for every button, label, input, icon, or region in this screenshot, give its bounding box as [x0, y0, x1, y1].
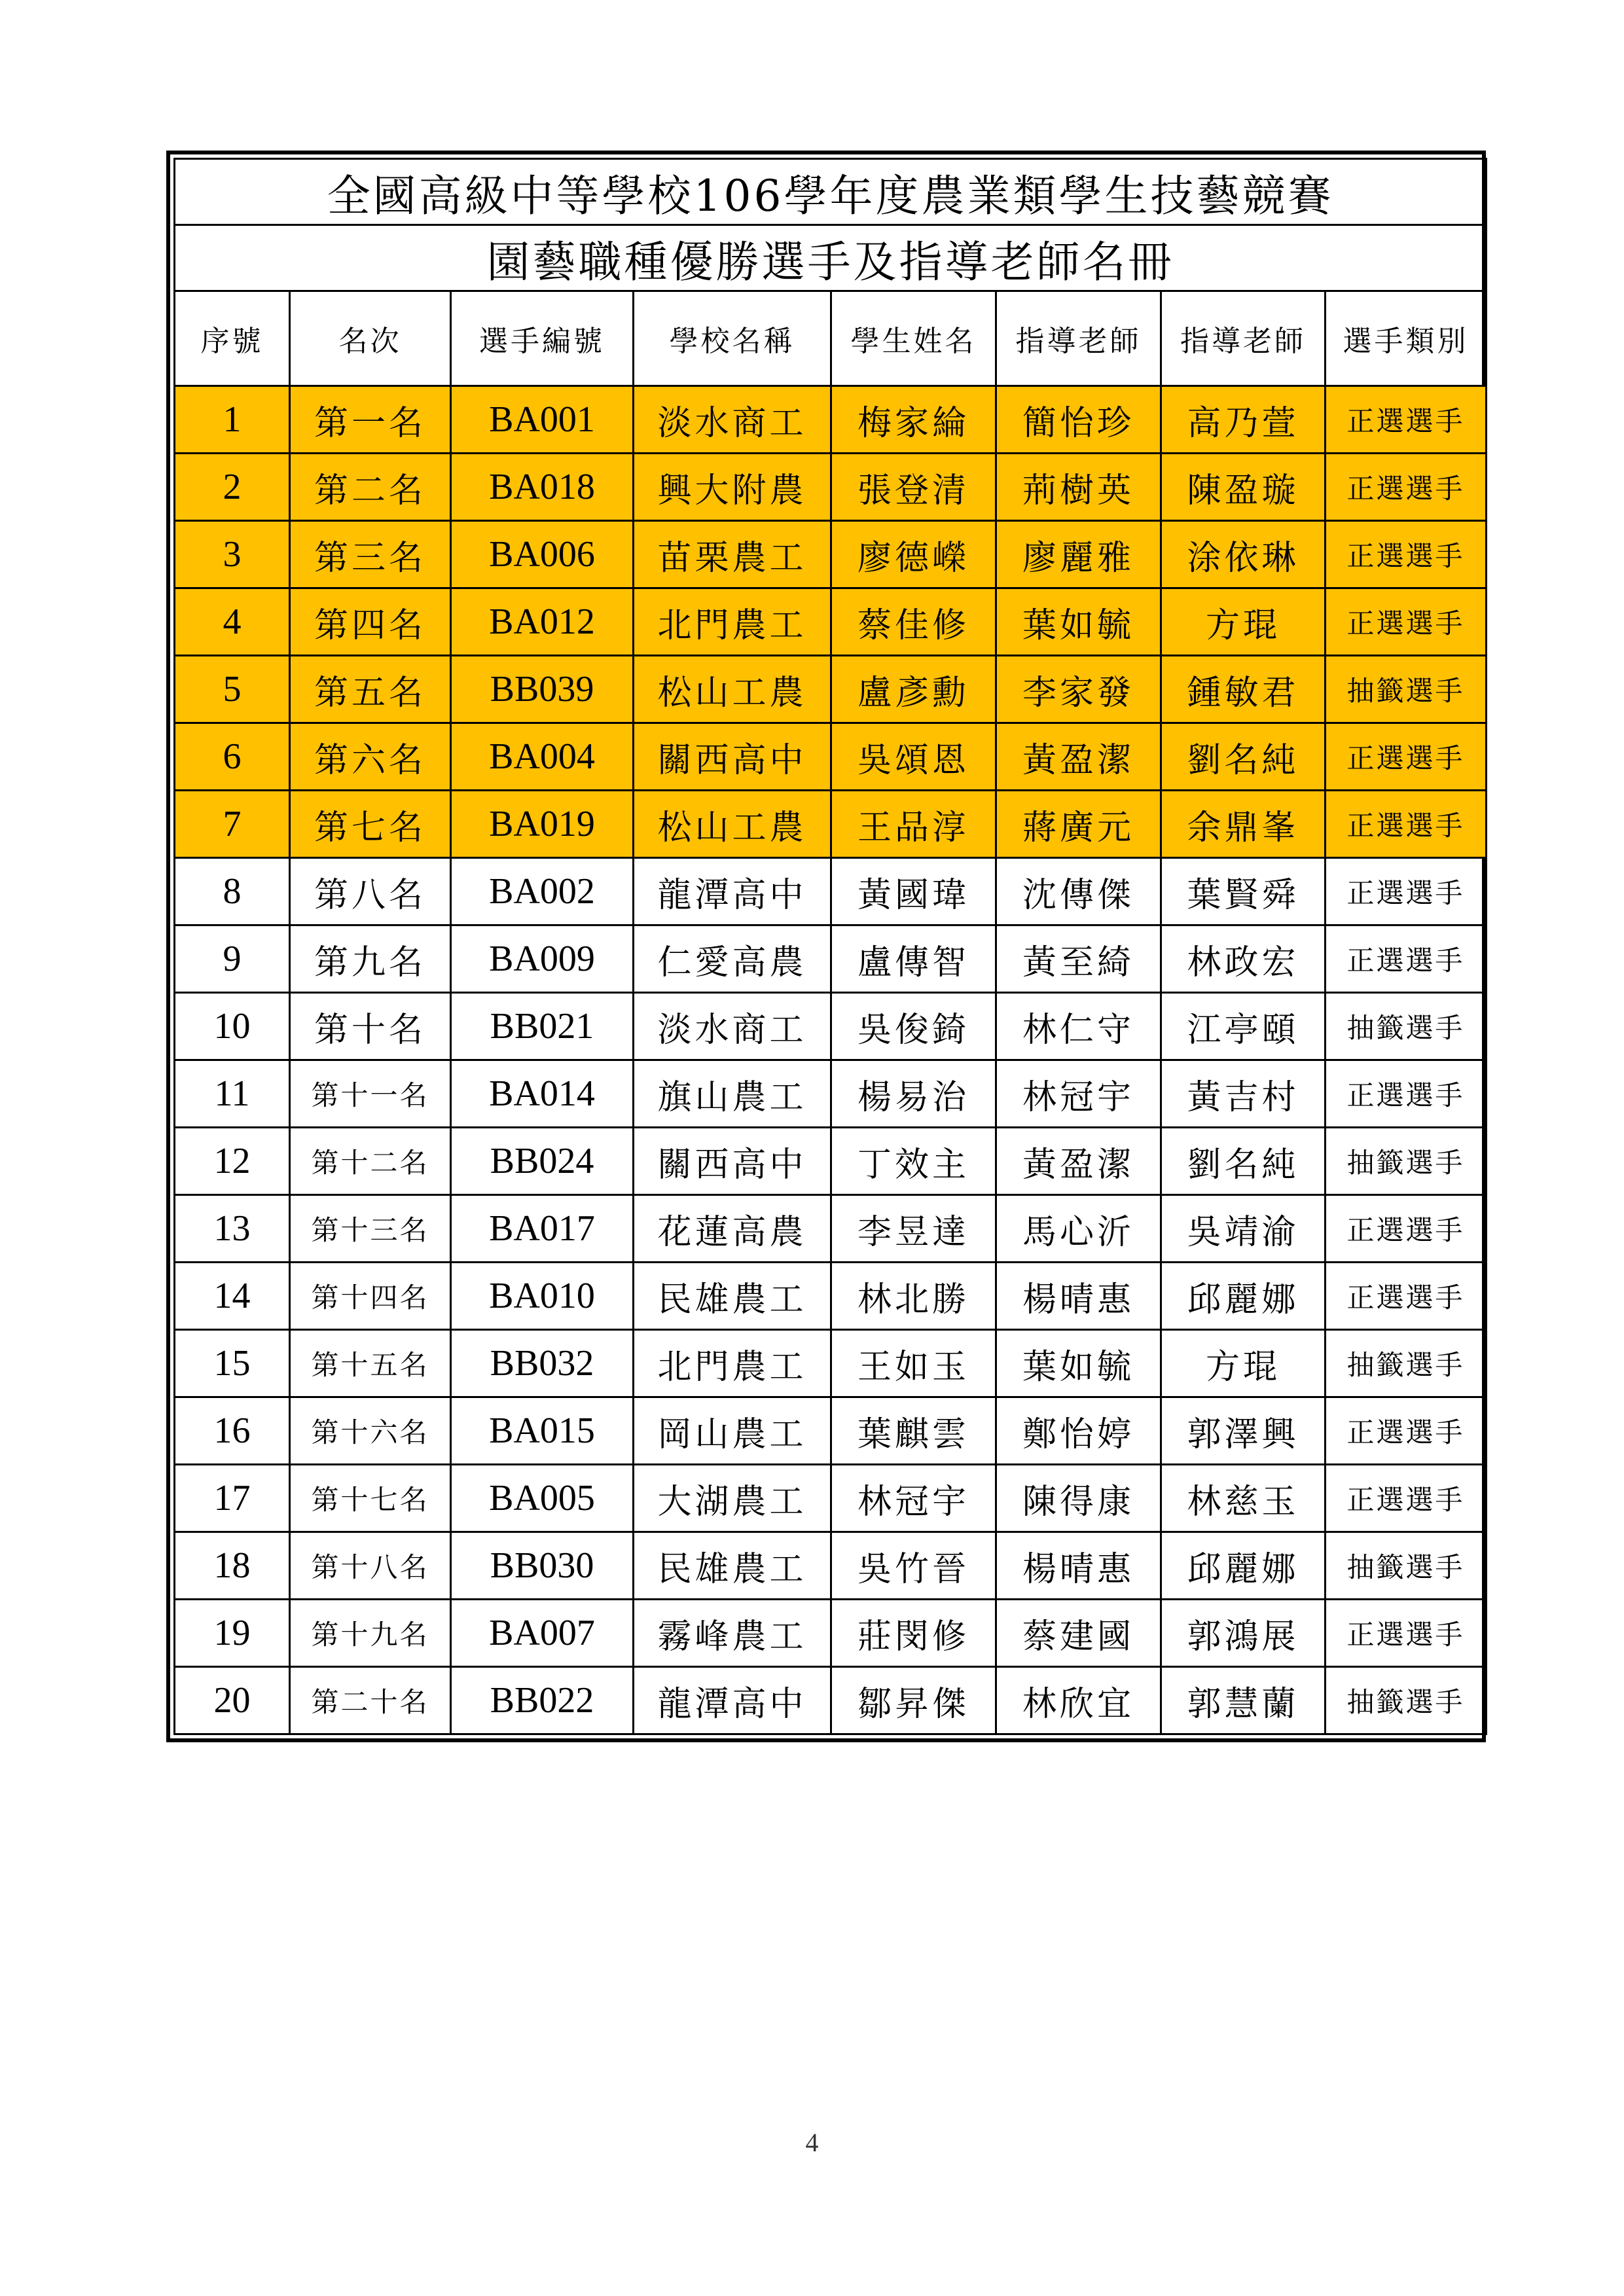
cell-school: 民雄農工 — [634, 1532, 831, 1600]
cell-player-id: BA017 — [451, 1195, 634, 1263]
table-row — [175, 1128, 1487, 1195]
cell-student: 黃國瑋 — [831, 858, 996, 925]
cell-teacher-1: 馬心沂 — [996, 1195, 1161, 1263]
cell-school: 松山工農 — [634, 791, 831, 858]
cell-no: 14 — [175, 1263, 290, 1330]
table-row — [175, 1195, 1487, 1263]
cell-rank: 第二十名 — [290, 1667, 451, 1734]
cell-player-id: BB022 — [451, 1667, 634, 1734]
cell-teacher-1: 荊樹英 — [996, 454, 1161, 521]
cell-rank: 第十八名 — [290, 1532, 451, 1600]
cell-teacher-1: 蔡建國 — [996, 1600, 1161, 1667]
cell-student: 楊易治 — [831, 1060, 996, 1128]
cell-teacher-1: 林欣宜 — [996, 1667, 1161, 1734]
cell-school: 北門農工 — [634, 588, 831, 656]
cell-teacher-1: 黃至綺 — [996, 925, 1161, 993]
cell-type: 抽籤選手 — [1326, 1128, 1487, 1195]
cell-school: 松山工農 — [634, 656, 831, 723]
header-type: 選手類別 — [1326, 291, 1487, 386]
cell-player-id: BA006 — [451, 521, 634, 588]
cell-student: 莊閔修 — [831, 1600, 996, 1667]
table-row — [175, 1600, 1487, 1667]
cell-no: 5 — [175, 656, 290, 723]
cell-no: 16 — [175, 1397, 290, 1465]
cell-no: 17 — [175, 1465, 290, 1532]
cell-teacher-2: 劉名純 — [1161, 1128, 1326, 1195]
cell-rank: 第八名 — [290, 858, 451, 925]
cell-student: 盧彥勳 — [831, 656, 996, 723]
table-row — [175, 1465, 1487, 1532]
cell-teacher-1: 楊晴惠 — [996, 1532, 1161, 1600]
cell-player-id: BB032 — [451, 1330, 634, 1397]
cell-teacher-2: 黃吉村 — [1161, 1060, 1326, 1128]
cell-no: 18 — [175, 1532, 290, 1600]
header-student: 學生姓名 — [831, 291, 996, 386]
cell-player-id: BA018 — [451, 454, 634, 521]
cell-rank: 第十四名 — [290, 1263, 451, 1330]
cell-teacher-2: 林政宏 — [1161, 925, 1326, 993]
cell-rank: 第十三名 — [290, 1195, 451, 1263]
cell-teacher-2: 方琨 — [1161, 588, 1326, 656]
cell-teacher-1: 黃盈潔 — [996, 723, 1161, 791]
cell-type: 正選選手 — [1326, 521, 1487, 588]
cell-student: 葉麒雲 — [831, 1397, 996, 1465]
cell-player-id: BA007 — [451, 1600, 634, 1667]
cell-student: 林北勝 — [831, 1263, 996, 1330]
cell-teacher-2: 郭慧蘭 — [1161, 1667, 1326, 1734]
cell-type: 正選選手 — [1326, 588, 1487, 656]
cell-player-id: BA010 — [451, 1263, 634, 1330]
cell-teacher-1: 黃盈潔 — [996, 1128, 1161, 1195]
cell-type: 抽籤選手 — [1326, 1330, 1487, 1397]
cell-rank: 第十一名 — [290, 1060, 451, 1128]
cell-student: 張登清 — [831, 454, 996, 521]
cell-student: 吳俊錡 — [831, 993, 996, 1060]
cell-rank: 第二名 — [290, 454, 451, 521]
cell-no: 3 — [175, 521, 290, 588]
cell-player-id: BA009 — [451, 925, 634, 993]
cell-player-id: BA001 — [451, 386, 634, 454]
cell-no: 7 — [175, 791, 290, 858]
cell-student: 丁效主 — [831, 1128, 996, 1195]
cell-no: 11 — [175, 1060, 290, 1128]
cell-type: 正選選手 — [1326, 454, 1487, 521]
cell-player-id: BA019 — [451, 791, 634, 858]
cell-teacher-2: 郭澤興 — [1161, 1397, 1326, 1465]
table-row — [175, 656, 1487, 723]
cell-teacher-1: 蔣廣元 — [996, 791, 1161, 858]
cell-teacher-2: 余鼎峯 — [1161, 791, 1326, 858]
cell-teacher-2: 鍾敏君 — [1161, 656, 1326, 723]
cell-no: 4 — [175, 588, 290, 656]
cell-player-id: BB021 — [451, 993, 634, 1060]
cell-teacher-2: 涂依琳 — [1161, 521, 1326, 588]
cell-teacher-1: 葉如毓 — [996, 588, 1161, 656]
cell-student: 李昱達 — [831, 1195, 996, 1263]
cell-student: 鄒昇傑 — [831, 1667, 996, 1734]
table-row — [175, 723, 1487, 791]
cell-player-id: BA002 — [451, 858, 634, 925]
cell-player-id: BA014 — [451, 1060, 634, 1128]
cell-no: 2 — [175, 454, 290, 521]
cell-type: 正選選手 — [1326, 925, 1487, 993]
cell-teacher-1: 簡怡珍 — [996, 386, 1161, 454]
cell-no: 13 — [175, 1195, 290, 1263]
cell-rank: 第十五名 — [290, 1330, 451, 1397]
cell-school: 民雄農工 — [634, 1263, 831, 1330]
cell-type: 正選選手 — [1326, 1465, 1487, 1532]
cell-type: 正選選手 — [1326, 1263, 1487, 1330]
cell-teacher-1: 沈傳傑 — [996, 858, 1161, 925]
cell-player-id: BA005 — [451, 1465, 634, 1532]
header-teacher-2: 指導老師 — [1161, 291, 1326, 386]
cell-type: 正選選手 — [1326, 723, 1487, 791]
cell-student: 蔡佳修 — [831, 588, 996, 656]
cell-rank: 第五名 — [290, 656, 451, 723]
cell-type: 正選選手 — [1326, 858, 1487, 925]
cell-player-id: BB039 — [451, 656, 634, 723]
cell-school: 花蓮高農 — [634, 1195, 831, 1263]
cell-rank: 第九名 — [290, 925, 451, 993]
cell-school: 興大附農 — [634, 454, 831, 521]
table-row — [175, 454, 1487, 521]
cell-school: 龍潭高中 — [634, 858, 831, 925]
cell-type: 抽籤選手 — [1326, 656, 1487, 723]
cell-school: 仁愛高農 — [634, 925, 831, 993]
table-row — [175, 1532, 1487, 1600]
cell-teacher-2: 林慈玉 — [1161, 1465, 1326, 1532]
cell-student: 王品淳 — [831, 791, 996, 858]
header-player-id: 選手編號 — [451, 291, 634, 386]
cell-rank: 第十七名 — [290, 1465, 451, 1532]
cell-no: 12 — [175, 1128, 290, 1195]
cell-student: 廖德嶸 — [831, 521, 996, 588]
header-no: 序號 — [175, 291, 290, 386]
cell-rank: 第十名 — [290, 993, 451, 1060]
cell-no: 8 — [175, 858, 290, 925]
cell-school: 霧峰農工 — [634, 1600, 831, 1667]
table-row — [175, 1060, 1487, 1128]
cell-school: 關西高中 — [634, 1128, 831, 1195]
cell-rank: 第十六名 — [290, 1397, 451, 1465]
cell-teacher-2: 郭鴻展 — [1161, 1600, 1326, 1667]
cell-rank: 第十九名 — [290, 1600, 451, 1667]
cell-teacher-1: 林冠宇 — [996, 1060, 1161, 1128]
header-row — [175, 291, 1487, 386]
table-row — [175, 1667, 1487, 1734]
cell-school: 北門農工 — [634, 1330, 831, 1397]
cell-player-id: BA012 — [451, 588, 634, 656]
cell-type: 抽籤選手 — [1326, 993, 1487, 1060]
cell-no: 20 — [175, 1667, 290, 1734]
table-row — [175, 386, 1487, 454]
cell-student: 梅家綸 — [831, 386, 996, 454]
cell-teacher-2: 邱麗娜 — [1161, 1532, 1326, 1600]
cell-player-id: BA004 — [451, 723, 634, 791]
cell-school: 岡山農工 — [634, 1397, 831, 1465]
table-row — [175, 521, 1487, 588]
header-teacher-1: 指導老師 — [996, 291, 1161, 386]
cell-student: 林冠宇 — [831, 1465, 996, 1532]
cell-no: 15 — [175, 1330, 290, 1397]
header-school: 學校名稱 — [634, 291, 831, 386]
cell-player-id: BB024 — [451, 1128, 634, 1195]
cell-no: 19 — [175, 1600, 290, 1667]
roster-table — [173, 158, 1487, 1735]
cell-student: 王如玉 — [831, 1330, 996, 1397]
cell-type: 正選選手 — [1326, 1600, 1487, 1667]
title-line-1: 全國高級中等學校106學年度農業類學生技藝競賽 — [175, 159, 1487, 225]
cell-player-id: BB030 — [451, 1532, 634, 1600]
page-number: 4 — [805, 2128, 819, 2157]
cell-teacher-1: 李家發 — [996, 656, 1161, 723]
cell-no: 1 — [175, 386, 290, 454]
cell-rank: 第一名 — [290, 386, 451, 454]
table-row — [175, 858, 1487, 925]
cell-rank: 第三名 — [290, 521, 451, 588]
cell-school: 大湖農工 — [634, 1465, 831, 1532]
table-row — [175, 993, 1487, 1060]
title-line-2: 園藝職種優勝選手及指導老師名冊 — [175, 225, 1487, 291]
table-row — [175, 588, 1487, 656]
cell-type: 正選選手 — [1326, 791, 1487, 858]
cell-teacher-2: 邱麗娜 — [1161, 1263, 1326, 1330]
cell-teacher-1: 楊晴惠 — [996, 1263, 1161, 1330]
cell-student: 盧傳智 — [831, 925, 996, 993]
cell-rank: 第十二名 — [290, 1128, 451, 1195]
cell-school: 龍潭高中 — [634, 1667, 831, 1734]
cell-teacher-1: 鄭怡婷 — [996, 1397, 1161, 1465]
cell-teacher-2: 江亭頤 — [1161, 993, 1326, 1060]
cell-teacher-2: 陳盈璇 — [1161, 454, 1326, 521]
table-row — [175, 1397, 1487, 1465]
cell-school: 淡水商工 — [634, 386, 831, 454]
cell-teacher-2: 吳靖渝 — [1161, 1195, 1326, 1263]
table-row — [175, 1263, 1487, 1330]
cell-teacher-2: 葉賢舜 — [1161, 858, 1326, 925]
table-row — [175, 1330, 1487, 1397]
cell-teacher-2: 高乃萱 — [1161, 386, 1326, 454]
cell-teacher-1: 陳得康 — [996, 1465, 1161, 1532]
cell-teacher-2: 劉名純 — [1161, 723, 1326, 791]
cell-school: 旗山農工 — [634, 1060, 831, 1128]
cell-teacher-1: 葉如毓 — [996, 1330, 1161, 1397]
cell-teacher-1: 林仁守 — [996, 993, 1161, 1060]
cell-school: 淡水商工 — [634, 993, 831, 1060]
cell-teacher-1: 廖麗雅 — [996, 521, 1161, 588]
cell-type: 正選選手 — [1326, 1195, 1487, 1263]
cell-school: 關西高中 — [634, 723, 831, 791]
cell-player-id: BA015 — [451, 1397, 634, 1465]
cell-rank: 第六名 — [290, 723, 451, 791]
cell-type: 正選選手 — [1326, 386, 1487, 454]
cell-rank: 第七名 — [290, 791, 451, 858]
cell-no: 9 — [175, 925, 290, 993]
cell-no: 10 — [175, 993, 290, 1060]
cell-rank: 第四名 — [290, 588, 451, 656]
cell-student: 吳竹晉 — [831, 1532, 996, 1600]
cell-teacher-2: 方琨 — [1161, 1330, 1326, 1397]
cell-type: 正選選手 — [1326, 1397, 1487, 1465]
cell-no: 6 — [175, 723, 290, 791]
table-row — [175, 925, 1487, 993]
header-rank: 名次 — [290, 291, 451, 386]
cell-type: 抽籤選手 — [1326, 1667, 1487, 1734]
cell-type: 抽籤選手 — [1326, 1532, 1487, 1600]
table-row — [175, 791, 1487, 858]
cell-type: 正選選手 — [1326, 1060, 1487, 1128]
cell-student: 吳頌恩 — [831, 723, 996, 791]
roster-frame — [166, 151, 1486, 1742]
cell-school: 苗栗農工 — [634, 521, 831, 588]
